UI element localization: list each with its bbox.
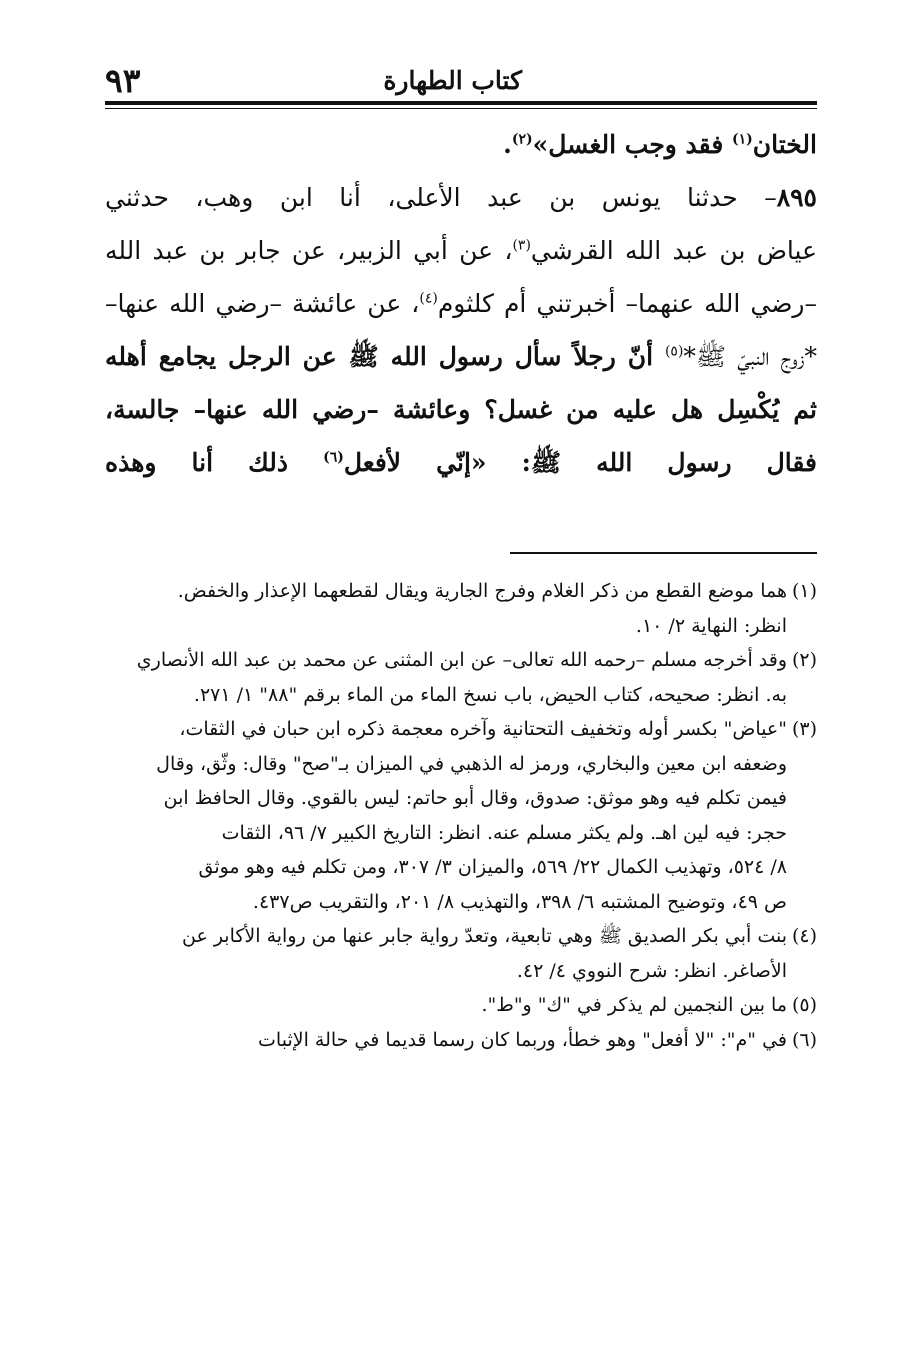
footnote (105, 643, 817, 712)
main-line-3 (105, 224, 817, 277)
footnote-number: (٢) (791, 649, 817, 671)
page-number: ٩٣ (105, 60, 141, 100)
footnote-number: (٦) (791, 1028, 817, 1051)
footnote-ref-4: (٤) (419, 290, 438, 307)
footnote-ref-3: (٣) (512, 237, 531, 254)
footnote-line: وضعفه ابن معين والبخاري، ورمز له الذهبي في الميزان بـ"صح" وقال: وثّق، وقال (156, 752, 787, 775)
footnote-line: ص ٤٩، وتوضيح المشتبه ٦/ ٣٩٨، والتهذيب ٨/ ٢٠١، والتقريب ص٤٣٧. (252, 890, 787, 913)
footnote-line: به. انظر: صحيحه، كتاب الحيض، باب نسخ الماء من الماء برقم "٨٨" ١/ ٢٧١. (193, 683, 787, 706)
footnote-line: بنت أبي بكر الصديق ﷺ وهي تابعية، وتعدّ رواية جابر عنها من رواية الأكابر عن (181, 925, 787, 947)
footnote-line: الأصاغر. انظر: شرح النووي ٤/ ٤٢. (516, 959, 787, 982)
footnote-body (105, 574, 787, 643)
main-line-1: الختان$^{(١)}$ فقد وجب الغسل»$^{(٢)}$. (503, 130, 817, 159)
main-line-7 (105, 436, 817, 489)
footnote-body (105, 988, 787, 1023)
footnote (105, 919, 817, 988)
footnote-body (105, 919, 787, 988)
footnote-line: حجر: فيه لين اهـ. ولم يكثر مسلم عنه. انظر: التاريخ الكبير ٧/ ٩٦، الثقات (221, 821, 787, 844)
footnote-ref-6: (٦) (323, 449, 344, 466)
main-line-4 (105, 277, 817, 330)
line4-part1: –رضي الله عنهما– أخبرتني أم كلثوم (437, 289, 817, 318)
footnote (105, 712, 817, 919)
header-rule-thin (105, 108, 817, 109)
line6-text: ثم يُكْسِل هل عليه من غسل؟ وعائشة –رضي الله عنها– جالسة، (105, 395, 817, 424)
footnote-line: فيمن تكلم فيه وهو موثق: صدوق، وقال أبو حاتم: ليس بالقوي. وقال الحافظ ابن (163, 787, 787, 809)
line1-end: . (503, 130, 512, 159)
main-line-2 (105, 171, 817, 224)
footnote-number: (٥) (791, 994, 817, 1016)
page-header (105, 62, 817, 98)
line4-part2: ، عن عائشة –رضي الله عنها– (105, 289, 420, 318)
footnotes (105, 574, 817, 1057)
hadith-number: ٨٩٥ (776, 183, 817, 212)
footnote-line: ٨/ ٥٢٤، وتهذيب الكمال ٢٢/ ٥٦٩، والميزان ٣/ ٣٠٧، ومن تكلم فيه وهو موثق (198, 856, 787, 878)
line1-part1: الختان (752, 130, 817, 159)
line3-part1: عياض بن عبد الله القرشي (530, 236, 817, 265)
line1-part2: فقد وجب الغسل (548, 130, 732, 159)
footnote (105, 988, 817, 1023)
footnote-number: (٣) (791, 718, 817, 740)
footnote-body (105, 643, 787, 712)
footnote-line: انظر: النهاية ٢/ ١٠. (635, 614, 787, 637)
footnote-line: وقد أخرجه مسلم –رحمه الله تعالى– عن ابن المثنى عن محمد بن عبد الله الأنصاري (136, 649, 787, 671)
footnote (105, 574, 817, 643)
footnote-separator (510, 552, 817, 554)
line3-part2: ، عن أبي الزبير، عن جابر بن عبد الله (105, 236, 513, 265)
footnote-line: في "م": "لا أفعل" وهو خطأ، وربما كان رسما قديما في حالة الإثبات (258, 1028, 787, 1051)
footnote-line: "عياض" بكسر أوله وتخفيف التحتانية وآخره معجمة ذكره ابن حبان في الثقات، (179, 718, 787, 740)
main-line-5 (105, 330, 817, 383)
footnote-number: (١) (791, 580, 817, 602)
footnote (105, 1023, 817, 1058)
line7-part2: ذلك أنا وهذه (105, 448, 324, 477)
footnote-number: (٤) (791, 925, 817, 947)
footnote-line: هما موضع القطع من ذكر الغلام وفرج الجارية ويقال لقطعهما الإعذار والخفض. (177, 580, 787, 602)
footnote-line: ما بين النجمين لم يذكر في "ك" و"ط". (481, 994, 787, 1016)
line5-part1: *زوج النبيّ ﷺ* (683, 342, 817, 371)
chapter-title: كتاب الطهارة (383, 65, 522, 95)
footnote-body (105, 1023, 787, 1058)
footnote-ref-2: (٢) (511, 131, 533, 148)
footnote-ref-5: (٥) (664, 343, 684, 360)
main-line-6 (105, 383, 817, 436)
main-text (105, 118, 817, 489)
line2-text: – حدثنا يونس بن عبد الأعلى، أنا ابن وهب، حدثني (105, 183, 777, 212)
line5-part2: أنّ رجلاً سأل رسول الله ﷺ عن الرجل يجامع أهله (105, 342, 665, 371)
footnote-ref-1: (١) (731, 131, 753, 148)
line7-part1: فقال رسول الله ﷺ: «إنّي لأفعل (343, 448, 817, 477)
header-rule-thick (105, 101, 817, 105)
footnote-body (105, 712, 787, 919)
